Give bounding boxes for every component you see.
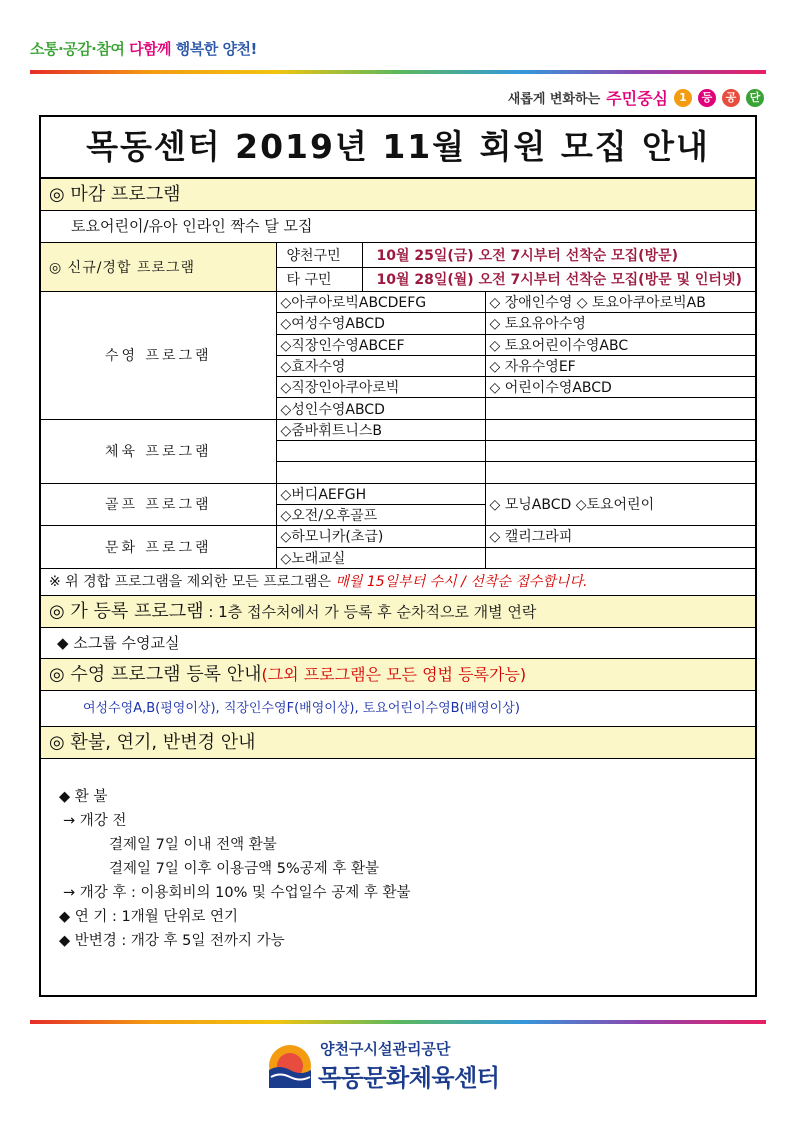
program-cell: ◇ 장애인수영 ◇ 토요아쿠아로빅AB — [485, 292, 755, 313]
new-section-heading: ◎ 신규/경합 프로그램 — [41, 243, 276, 291]
golf-program-category: 골프 프로그램 — [41, 483, 276, 526]
resident-schedule: 10월 25일(금) 오전 7시부터 선착순 모집(방문) — [362, 243, 755, 267]
program-cell: ◇직장인아쿠아로빅 — [276, 377, 485, 398]
program-cell: ◇효자수영 — [276, 355, 485, 376]
refund-line: ◆ 환 불 — [59, 788, 108, 805]
badge-2-icon: 등 — [698, 89, 716, 107]
pending-item: ◆ 소그룹 수영교실 — [41, 628, 755, 659]
footer — [0, 1034, 796, 1094]
table-row — [41, 292, 755, 313]
swim-reg-section-heading — [41, 659, 755, 691]
pending-desc: : 1층 접수처에서 가 등록 후 순차적으로 개별 연락 — [203, 602, 537, 621]
program-cell: ◇오전/오후골프 — [276, 504, 485, 525]
pending-section-heading — [41, 596, 755, 628]
badge-1-icon: 1 — [674, 89, 692, 107]
refund-line: 결제일 7일 이후 이용금액 5%공제 후 환불 — [109, 860, 379, 877]
table-row — [41, 483, 755, 504]
notice-highlight: 매월 15일부터 수시 / 선착순 접수합니다. — [335, 573, 588, 590]
swim-reg-detail: 여성수영A,B(평영이상), 직장인수영F(배영이상), 토요어린이수영B(배영이상) — [41, 691, 755, 727]
refund-section-heading: ◎ 환불, 연기, 반변경 안내 — [41, 727, 755, 759]
bottom-rainbow-divider — [30, 1020, 766, 1024]
page-title: 목동센터 2019년 11월 회원 모집 안내 — [41, 117, 755, 179]
program-cell: ◇줌바휘트니스B — [276, 419, 485, 440]
pending-heading-text: ◎ 가 등록 프로그램 — [49, 600, 204, 622]
refund-line: → 개강 전 — [63, 812, 127, 829]
slogan-part1: 소통·공감·참여 — [30, 40, 125, 58]
culture-program-category: 문화 프로그램 — [41, 526, 276, 569]
program-list-table — [41, 292, 755, 569]
closed-program-item: 토요어린이/유아 인라인 짝수 달 모집 — [41, 211, 755, 243]
sun-wave-logo-icon — [268, 1044, 312, 1088]
program-cell: ◇아쿠아로빅ABCDEFG — [276, 292, 485, 313]
center-name: 목동문화체육센터 — [318, 1064, 500, 1092]
program-cell — [276, 462, 485, 483]
slogan-part2: 다함께 — [129, 40, 172, 58]
nonresident-label: 타 구민 — [276, 267, 362, 291]
closed-section-heading: ◎ 마감 프로그램 — [41, 179, 755, 211]
tagline-text: 새롭게 변화하는 — [507, 92, 601, 107]
program-cell: ◇ 모닝ABCD ◇토요어린이 — [485, 483, 755, 526]
refund-policy — [41, 759, 755, 953]
swim-reg-note: (그외 프로그램은 모든 영법 등록가능) — [261, 664, 527, 684]
table-row — [41, 526, 755, 547]
program-cell: ◇직장인수영ABCEF — [276, 334, 485, 355]
tagline-big: 주민중심 — [606, 89, 668, 108]
notice-document — [39, 115, 757, 997]
refund-line: → 개강 후 : 이용회비의 10% 및 수업일수 공제 후 환불 — [63, 884, 411, 901]
registration-notice — [41, 569, 755, 596]
program-cell: ◇ 자유수영EF — [485, 355, 755, 376]
program-cell: ◇ 어린이수영ABCD — [485, 377, 755, 398]
program-cell: ◇노래교실 — [276, 547, 485, 568]
program-cell: ◇버디AEFGH — [276, 483, 485, 504]
program-cell: ◇성인수영ABCD — [276, 398, 485, 419]
refund-line: ◆ 반변경 : 개강 후 5일 전까지 가능 — [59, 932, 285, 949]
resident-label: 양천구민 — [276, 243, 362, 267]
slogan — [30, 38, 257, 59]
program-cell: ◇ 토요어린이수영ABC — [485, 334, 755, 355]
notice-text: ※ 위 경합 프로그램을 제외한 모든 프로그램은 — [49, 573, 331, 590]
sports-program-category: 체육 프로그램 — [41, 419, 276, 483]
new-row-1 — [41, 243, 755, 267]
program-cell — [485, 419, 755, 440]
program-cell — [485, 547, 755, 568]
refund-line: ◆ 연 기 : 1개월 단위로 연기 — [59, 908, 238, 925]
program-cell — [485, 398, 755, 419]
org-name: 양천구시설관리공단 — [320, 1040, 451, 1058]
refund-line: 결제일 7일 이내 전액 환불 — [109, 836, 277, 853]
program-cell: ◇ 토요유아수영 — [485, 313, 755, 334]
swim-program-category: 수영 프로그램 — [41, 292, 276, 420]
badge-3-icon: 공 — [722, 89, 740, 107]
program-cell — [276, 441, 485, 462]
slogan-part3: 행복한 양천! — [175, 40, 257, 58]
program-cell: ◇ 캘리그라피 — [485, 526, 755, 547]
table-row — [41, 419, 755, 440]
program-cell — [485, 441, 755, 462]
top-rainbow-divider — [30, 70, 766, 74]
swim-reg-heading-text: ◎ 수영 프로그램 등록 안내 — [49, 663, 262, 685]
tagline — [508, 86, 764, 109]
program-table — [41, 243, 755, 292]
badge-4-icon: 단 — [746, 89, 764, 107]
nonresident-schedule: 10월 28일(월) 오전 7시부터 선착순 모집(방문 및 인터넷) — [362, 267, 755, 291]
program-cell: ◇하모니카(초급) — [276, 526, 485, 547]
program-cell — [485, 462, 755, 483]
program-cell: ◇여성수영ABCD — [276, 313, 485, 334]
